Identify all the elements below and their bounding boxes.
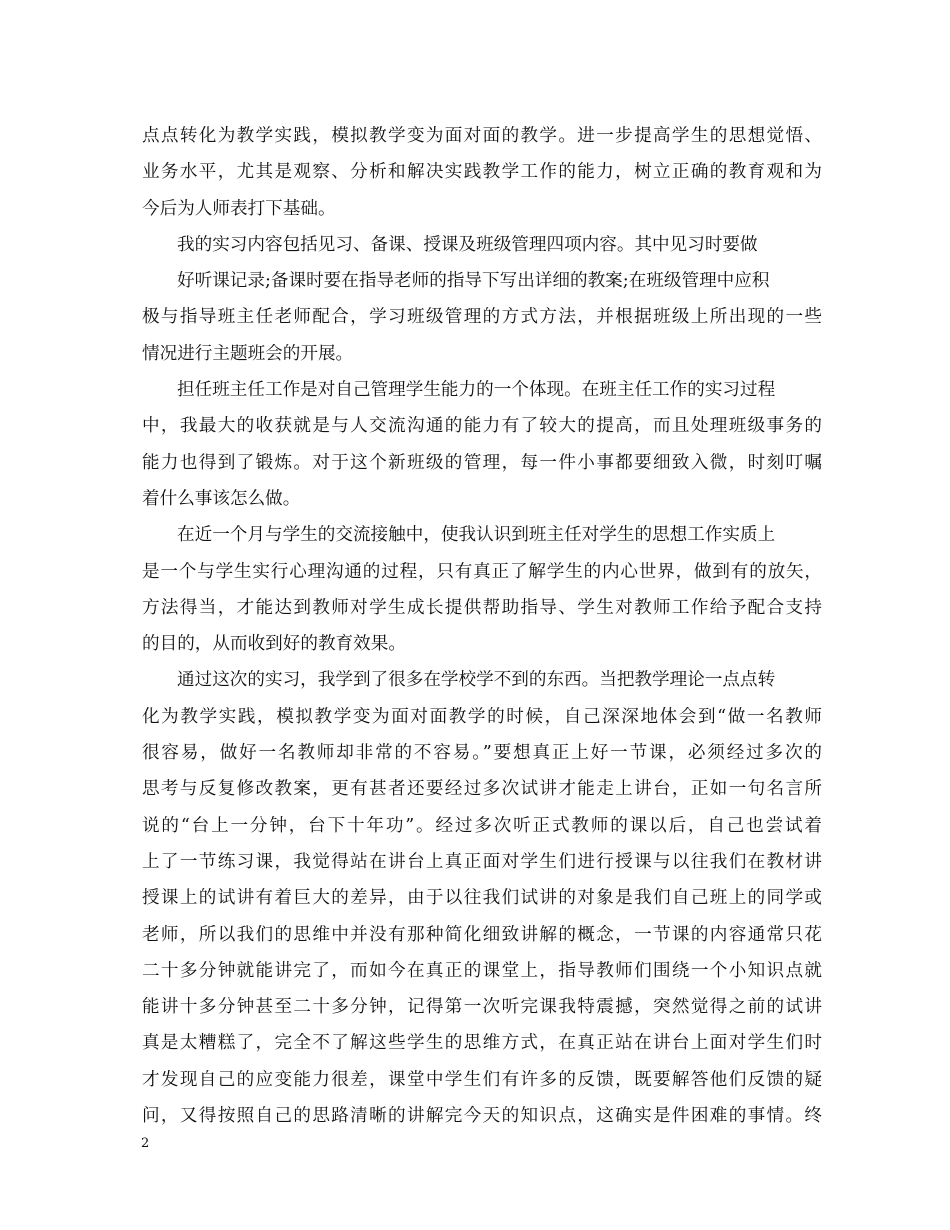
body-text bbox=[142, 118, 822, 1134]
text-line: 化为教学实践，模拟教学变为面对面教学的时候，自己深深地体会到“做一名教师 bbox=[142, 706, 822, 727]
text-line: 很容易，做好一名教师却非常的不容易。”要想真正上好一节课，必须经过多次的 bbox=[142, 743, 822, 764]
text-line: 中，我最大的收获就是与人交流沟通的能力有了较大的提高，而且处理班级事务的 bbox=[142, 416, 822, 437]
text-line: 业务水平，尤其是观察、分析和解决实践教学工作的能力，树立正确的教育观和为 bbox=[142, 162, 822, 183]
text-line: 思考与反复修改教案，更有甚者还要经过多次试讲才能走上讲台，正如一句名言所 bbox=[142, 779, 822, 800]
paragraph-start-line: 担任班主任工作是对自己管理学生能力的一个体现。在班主任工作的实习过程 bbox=[177, 380, 776, 401]
text-line: 着什么事该怎么做。 bbox=[142, 488, 301, 509]
text-line: 极与指导班主任老师配合，学习班级管理的方式方法，并根据班级上所出现的一些 bbox=[142, 307, 822, 328]
page-number: 2 bbox=[141, 1136, 150, 1151]
text-line: 能力也得到了锻炼。对于这个新班级的管理，每一件小事都要细致入微，时刻叮嘱 bbox=[142, 452, 822, 473]
paragraph-start-line: 通过这次的实习，我学到了很多在学校学不到的东西。当把教学理论一点点转 bbox=[177, 670, 776, 691]
text-line: 二十多分钟就能讲完了，而如今在真正的课堂上，指导教师们围绕一个小知识点就 bbox=[142, 960, 822, 981]
text-line: 是一个与学生实行心理沟通的过程，只有真正了解学生的内心世界，做到有的放矢， bbox=[142, 561, 822, 582]
paragraph-start-line: 我的实习内容包括见习、备课、授课及班级管理四项内容。其中见习时要做 bbox=[177, 234, 758, 255]
text-line: 说的“台上一分钟，台下十年功”。经过多次听正式教师的课以后，自己也尝试着 bbox=[142, 815, 822, 836]
text-line: 的目的，从而收到好的教育效果。 bbox=[142, 634, 406, 655]
text-line: 上了一节练习课，我觉得站在讲台上真正面对学生们进行授课与以往我们在教材讲 bbox=[142, 851, 822, 872]
text-line: 问，又得按照自己的思路清晰的讲解完今天的知识点，这确实是件困难的事情。终 bbox=[142, 1106, 822, 1127]
text-line: 方法得当，才能达到教师对学生成长提供帮助指导、学生对教师工作给予配合支持 bbox=[142, 597, 822, 618]
text-line: 今后为人师表打下基础。 bbox=[142, 198, 336, 219]
text-line: 能讲十多分钟甚至二十多分钟，记得第一次听完课我特震撼，突然觉得之前的试讲 bbox=[142, 997, 822, 1018]
text-line: 好听课记录;备课时要在指导老师的指导下写出详细的教案;在班级管理中应积 bbox=[177, 271, 770, 292]
text-line: 老师，所以我们的思维中并没有那种简化细致讲解的概念，一节课的内容通常只花 bbox=[142, 924, 822, 945]
text-line: 点点转化为教学实践，模拟教学变为面对面的教学。进一步提高学生的思想觉悟、 bbox=[142, 126, 822, 146]
text-line: 真是太糟糕了，完全不了解这些学生的思维方式，在真正站在讲台上面对学生们时 bbox=[142, 1033, 822, 1054]
paragraph-start-line: 在近一个月与学生的交流接触中，使我认识到班主任对学生的思想工作实质上 bbox=[177, 525, 776, 546]
text-line: 授课上的试讲有着巨大的差异，由于以往我们试讲的对象是我们自己班上的同学或 bbox=[142, 888, 822, 909]
text-line: 才发现自己的应变能力很差，课堂中学生们有许多的反馈，既要解答他们反馈的疑 bbox=[142, 1069, 822, 1090]
text-line: 情况进行主题班会的开展。 bbox=[142, 343, 354, 364]
